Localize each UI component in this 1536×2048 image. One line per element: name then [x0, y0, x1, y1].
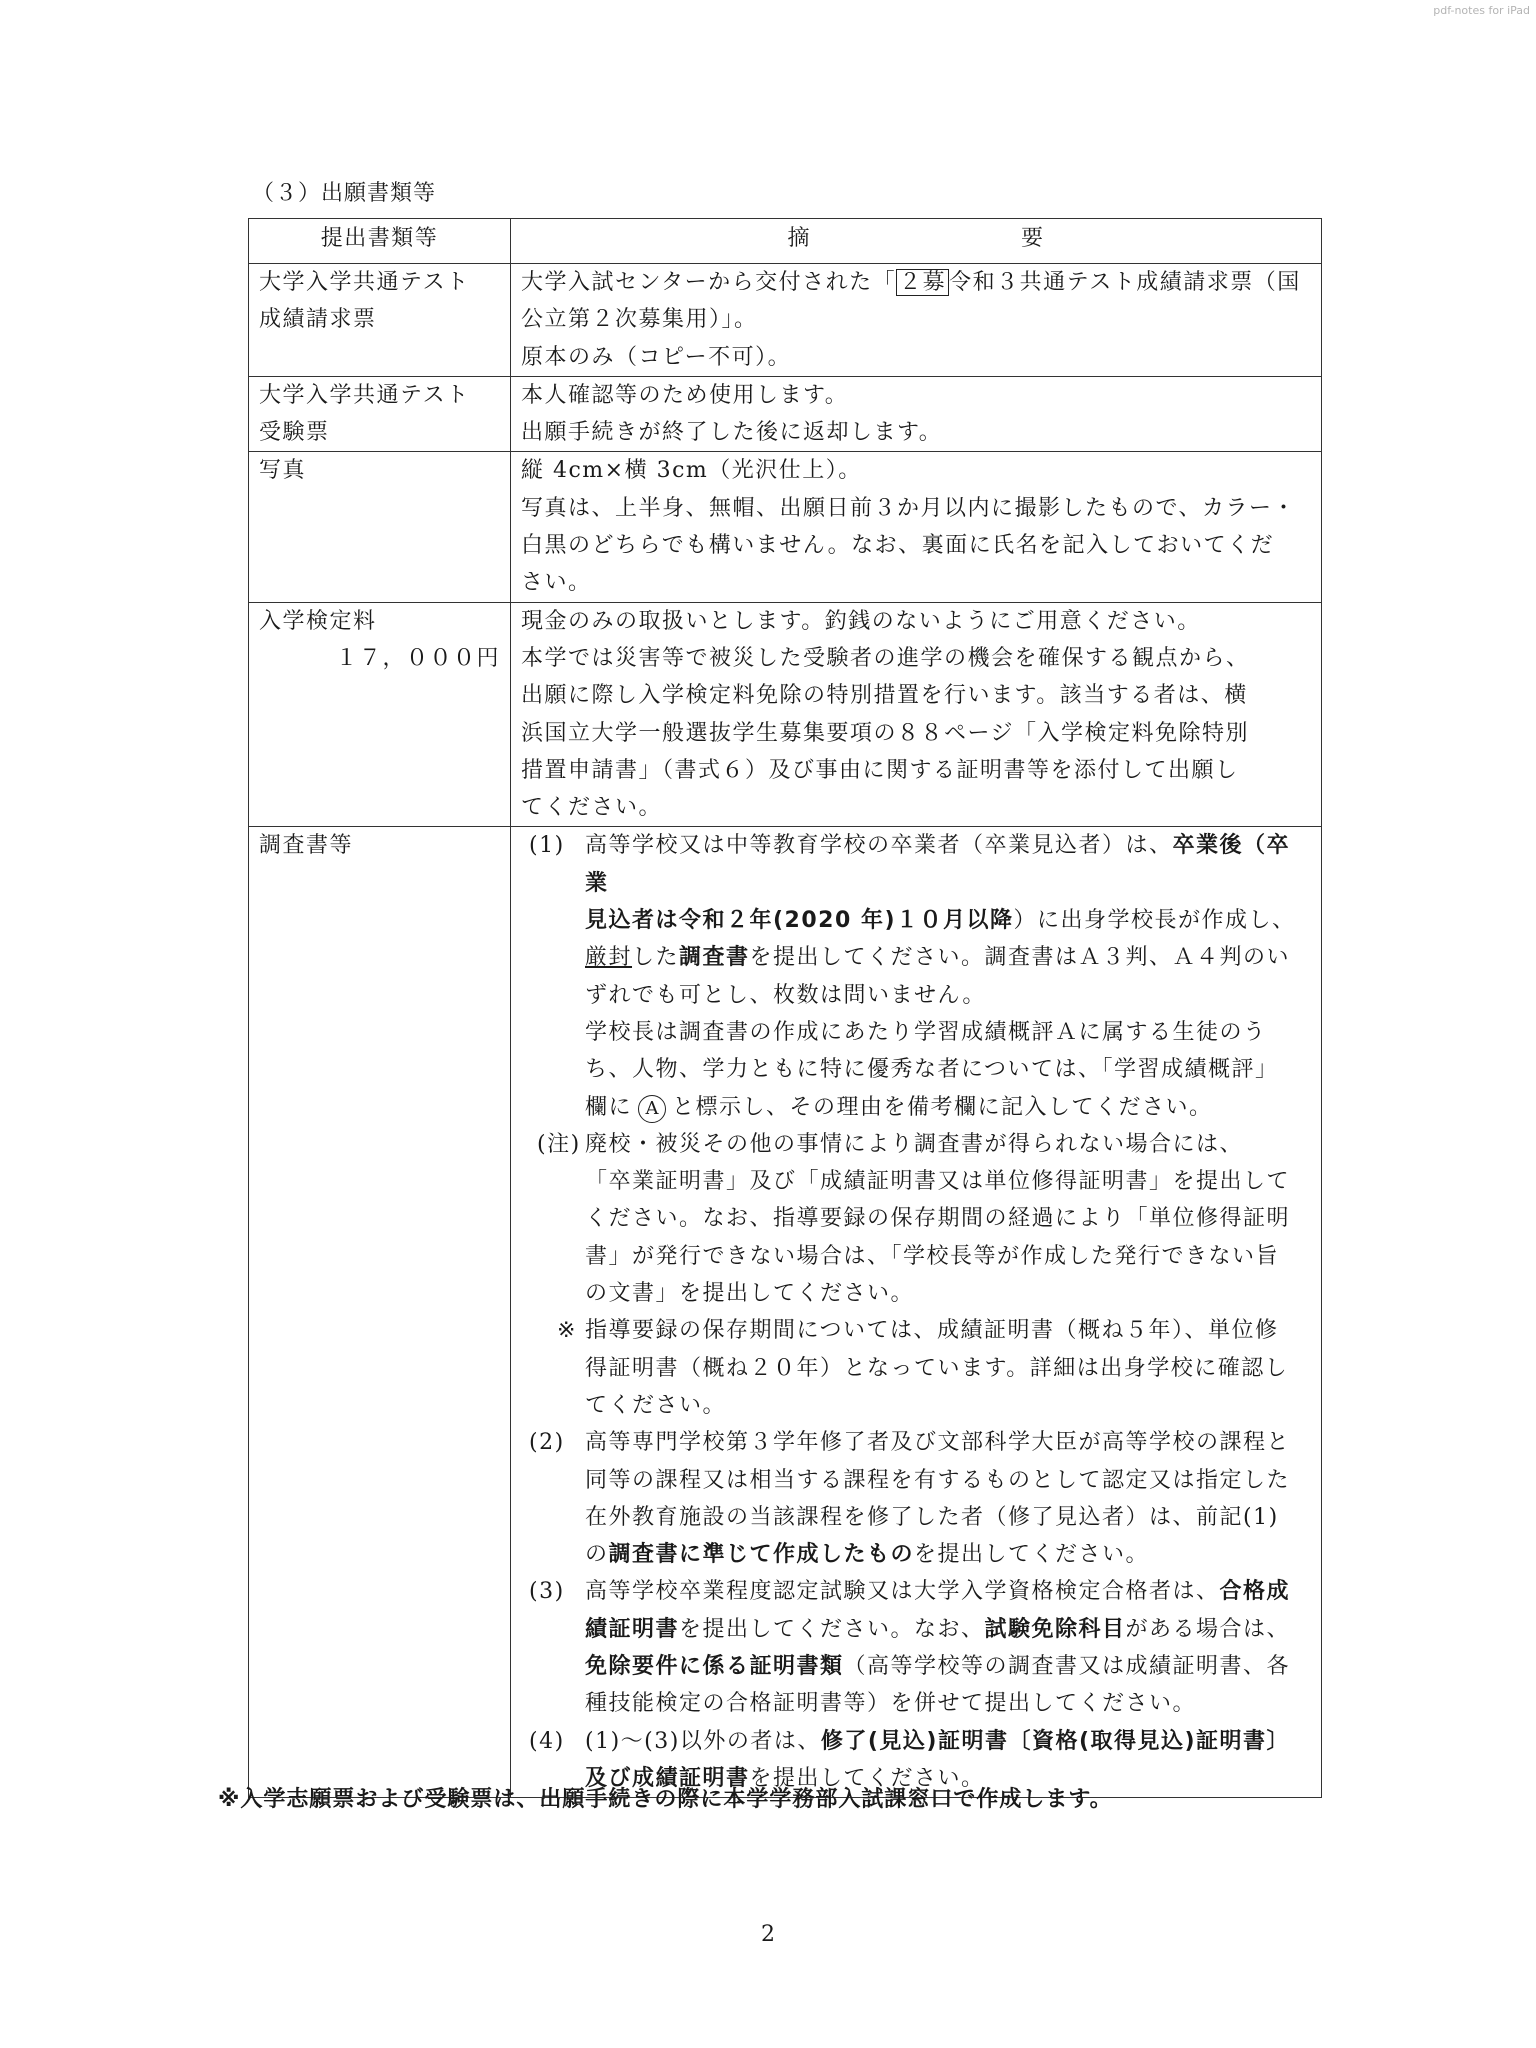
list-item: (2) 高等専門学校第３学年修了者及び文部科学大臣が高等学校の課程と 同等の課程又は相当する課程を有するものとして認定又は指定した 在外教育施設の当該課程を修了した者（修了見込者）は、前記(1) の調査書に準じて作成したものを提出してください。	[529, 1430, 1291, 1568]
header-documents: 提出書類等	[249, 219, 511, 264]
row-label-transcript: 調査書等	[249, 827, 511, 1798]
reference-note: ※ 指導要録の保存期間については、成績証明書（概ね５年）、単位修 得証明書（概ね２０年）となっています。詳細は出身学校に確認し てください。	[557, 1318, 1289, 1418]
row-body-transcript	[511, 827, 1322, 1798]
list-item: (3) 高等学校卒業程度認定試験又は大学入学資格検定合格者は、合格成 績証明書を提出してください。なお、試験免除科目がある場合は、 免除要件に係る証明書類（高等学校等の調査書又は成績証明書、各 種技能検定の合格証明書等）を併せて提出してください。	[529, 1579, 1291, 1717]
list-item: (1) 高等学校又は中等教育学校の卒業者（卒業見込者）は、卒業後（卒業 見込者は令和２年(2020 年)１０月以降）に出身学校長が作成し、 厳封した調査書を提出してください。調査書はＡ３判、Ａ４判のい ずれでも可とし、枚数は問いません。 学校長は調査書の作成にあたり学習成績概評Ａに属する生徒のう ち、人物、学力ともに特に優秀な者については、「学習成績概評」 欄に A と標示し、その理由を備考欄に記入してください。	[521, 827, 1311, 1125]
row-label-exam-ticket: 大学入学共通テスト 受験票	[249, 376, 511, 452]
footnote: ※入学志願票および受験票は、出願手続きの際に本学学務部入試課窓口で作成します。	[218, 1787, 1113, 1812]
table-row	[249, 602, 1322, 827]
app-watermark: pdf-notes for iPad	[1433, 4, 1530, 17]
table-row	[249, 376, 1322, 452]
boxed-label: ２募	[896, 269, 949, 296]
row-label-exam-fee: 入学検定料 １７，０００円	[249, 602, 511, 827]
row-body-exam-ticket: 本人確認等のため使用します。 出願手続きが終了した後に返却します。	[511, 376, 1322, 452]
row-label-photo: 写真	[249, 452, 511, 602]
section-heading: （３）出願書類等	[252, 181, 437, 206]
circled-a-mark: A	[638, 1095, 666, 1123]
header-summary	[511, 219, 1322, 264]
table-row	[249, 452, 1322, 602]
table-row	[249, 827, 1322, 1798]
row-body-photo: 縦 4cm×横 3cm（光沢仕上）。 写真は、上半身、無帽、出願日前３か月以内に撮影したもので、カラー・ 白黒のどちらでも構いません。なお、裏面に氏名を記入しておいてくだ さい。	[511, 452, 1322, 602]
note-item: (注) 廃校・被災その他の事情により調査書が得られない場合には、 「卒業証明書」及び「成績証明書又は単位修得証明書」を提出して ください。なお、指導要録の保存期間の経過により「単位修得証明 書」が発行できない場合は、「学校長等が作成した発行できない旨 の文書」を提出してください。	[537, 1131, 1291, 1307]
row-body-score-request: 大学入試センターから交付された「 ２募 令和３共通テスト成績請求票（国 公立第２次募集用）」。 原本のみ（コピー不可）。	[511, 264, 1322, 377]
header-summary-b: 要	[1021, 226, 1045, 251]
row-label-score-request: 大学入学共通テスト 成績請求票	[249, 264, 511, 377]
row-body-exam-fee: 現金のみの取扱いとします。釣銭のないようにご用意ください。 本学では災害等で被災した受験者の進学の機会を確保する観点から、 出願に際し入学検定料免除の特別措置を行います。該当する者は、横 浜国立大学一般選抜学生募集要項の８８ページ「入学検定料免除特別 措置申請書」（書式６）及び事由に関する証明書等を添付して出願し てください。	[511, 602, 1322, 827]
header-summary-a: 摘	[787, 226, 811, 251]
list-item: (4) (1)～(3)以外の者は、修了(見込)証明書〔資格(取得見込)証明書〕 及び成績証明書を提出してください。	[529, 1728, 1291, 1791]
fee-amount: １７，０００円	[335, 645, 500, 671]
table-header-row	[249, 219, 1322, 264]
documents-table	[248, 218, 1322, 1798]
table-row	[249, 264, 1322, 377]
page-number: 2	[761, 1922, 775, 1947]
